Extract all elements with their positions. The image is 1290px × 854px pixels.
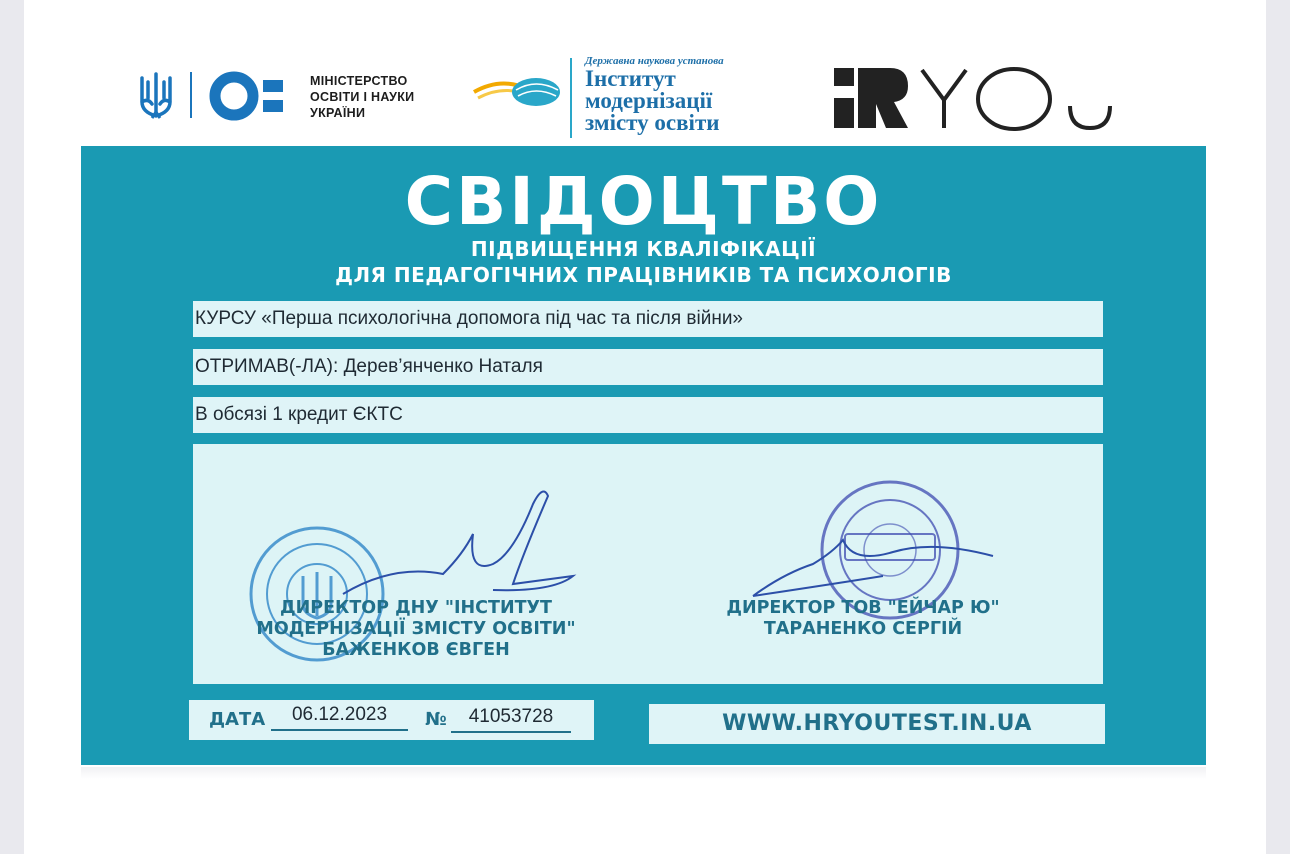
- date-number-box: [189, 700, 594, 740]
- certificate-panel: [81, 146, 1206, 765]
- institute-name: [585, 54, 724, 134]
- institute-subtitle: Державна наукова установа: [585, 55, 724, 67]
- signature-panel: [193, 444, 1103, 684]
- left-signer: [241, 598, 591, 661]
- signer-line: МОДЕРНІЗАЦІЇ ЗМІСТУ ОСВІТИ": [256, 619, 576, 639]
- institute-line: модернізації: [585, 88, 713, 113]
- certificate-subtitle: [81, 236, 1206, 288]
- document-page: [24, 0, 1266, 854]
- imzo-divider: [570, 58, 572, 138]
- institute-line: Інститут: [585, 66, 676, 91]
- ministry-name: [310, 73, 414, 121]
- mon-logo-icon: [208, 70, 298, 122]
- page-bottom-shade: [81, 767, 1206, 779]
- website-box: WWW.HRYOUTEST.IN.UA: [649, 704, 1105, 744]
- signer-line: БАЖЕНКОВ ЄВГЕН: [322, 640, 510, 660]
- imzo-emblem-icon: [472, 70, 564, 114]
- number-value: 41053728: [451, 705, 571, 733]
- hryou-logo-icon: [832, 62, 1118, 134]
- left-signature-icon: [343, 492, 573, 595]
- date-label: ДАТА: [209, 709, 266, 730]
- signer-line: ТАРАНЕНКО СЕРГІЙ: [763, 619, 963, 639]
- institute-line: змісту освіти: [585, 110, 720, 135]
- ministry-line: ОСВІТИ І НАУКИ: [310, 90, 415, 104]
- subtitle-line: ПІДВИЩЕННЯ КВАЛІФІКАЦІЇ: [470, 237, 817, 261]
- header-logos: [24, 0, 1266, 145]
- ministry-line: УКРАЇНИ: [310, 106, 366, 120]
- credits-field: В обсязі 1 кредит ЄКТС: [193, 397, 1103, 433]
- number-label: №: [425, 709, 447, 730]
- signer-line: ДИРЕКТОР ТОВ "ЕЙЧАР Ю": [726, 598, 1000, 618]
- trident-emblem-icon: [138, 72, 174, 120]
- signer-line: ДИРЕКТОР ДНУ "ІНСТИТУТ: [280, 598, 552, 618]
- subtitle-line: ДЛЯ ПЕДАГОГІЧНИХ ПРАЦІВНИКІВ ТА ПСИХОЛОГІВ: [335, 263, 952, 287]
- right-signer: [713, 598, 1013, 640]
- course-field: КУРСУ «Перша психологічна допомога під час та після війни»: [193, 301, 1103, 337]
- right-signature-icon: [753, 540, 993, 596]
- certificate-title: СВІДОЦТВО: [404, 163, 883, 240]
- ministry-line: МІНІСТЕРСТВО: [310, 74, 408, 88]
- date-value: 06.12.2023: [271, 703, 408, 731]
- recipient-field: ОТРИМАВ(-ЛА): Дерев’янченко Наталя: [193, 349, 1103, 385]
- ministry-divider: [190, 72, 192, 118]
